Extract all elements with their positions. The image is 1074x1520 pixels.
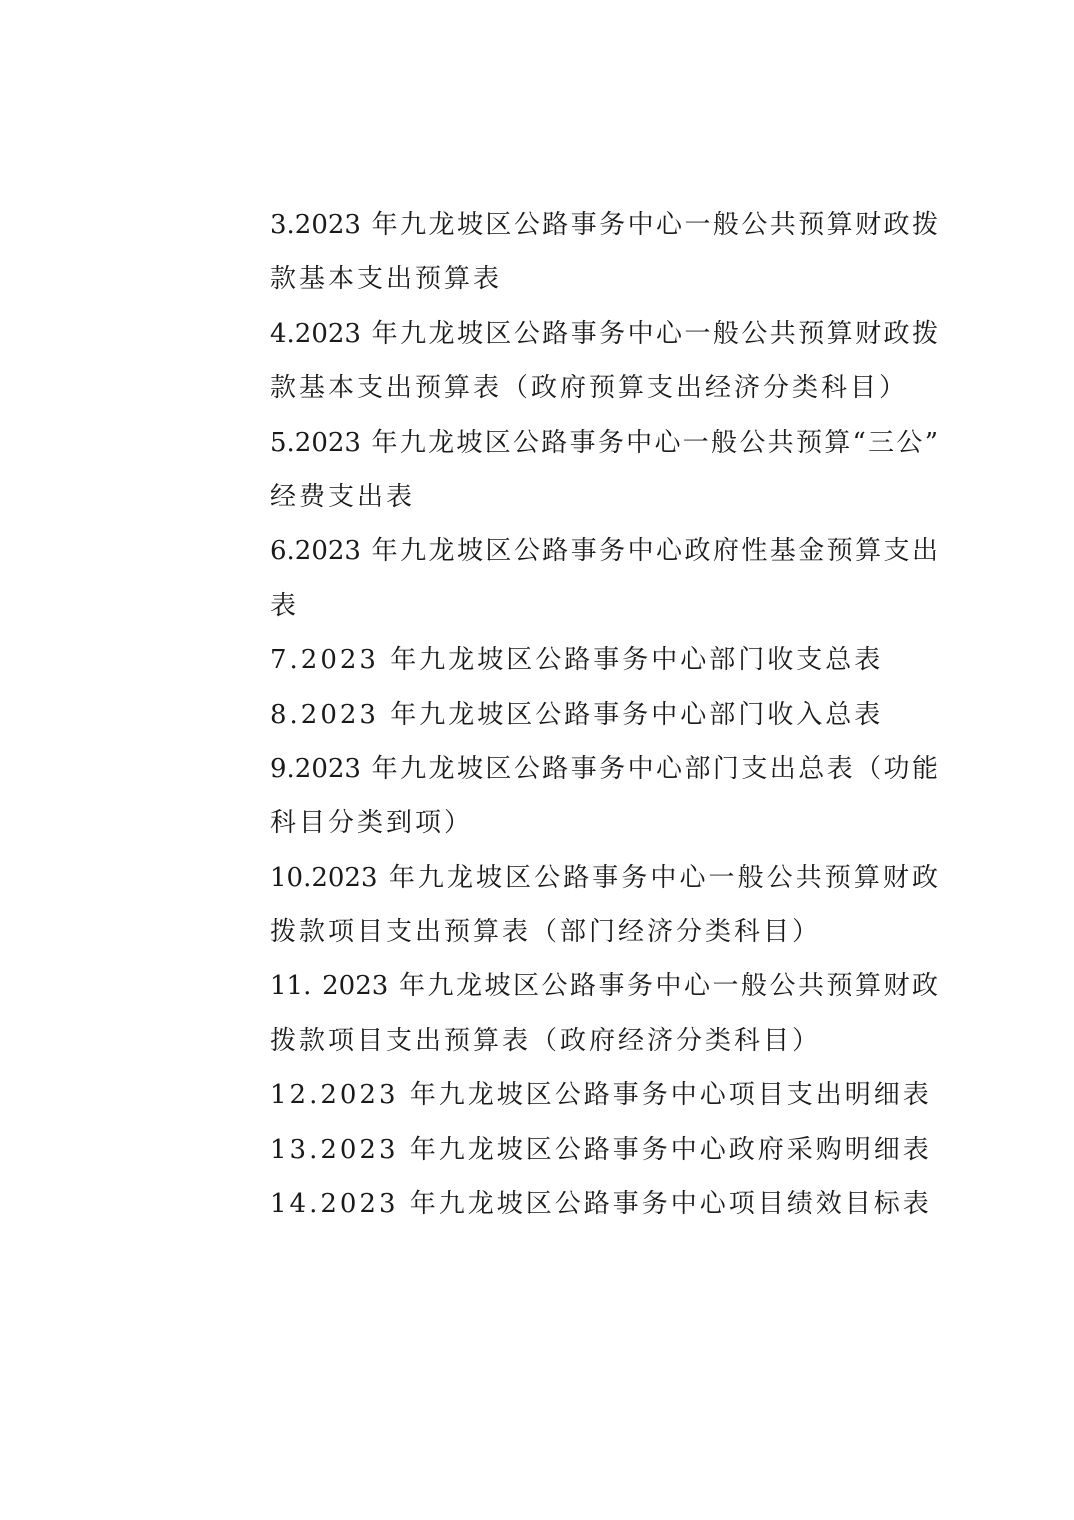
list-item-text-line: 科目分类到项）	[270, 808, 474, 839]
list-item	[270, 416, 938, 525]
table-of-contents-list	[270, 198, 938, 1231]
list-item-text-line: 表	[270, 590, 300, 621]
list-item	[270, 198, 938, 307]
list-item-text-line: 款基本支出预算表	[270, 264, 503, 295]
list-item	[270, 633, 938, 687]
list-item-text-line: 6.2023 年九龙坡区公路事务中心政府性基金预算支出	[270, 536, 938, 567]
list-item	[270, 1123, 938, 1177]
list-item-text-line: 11. 2023 年九龙坡区公路事务中心一般公共预算财政	[270, 971, 938, 1002]
list-item-text-line: 经费支出表	[270, 481, 416, 512]
list-item	[270, 1068, 938, 1122]
list-item-text-line: 4.2023 年九龙坡区公路事务中心一般公共预算财政拨	[270, 318, 938, 349]
list-item	[270, 959, 938, 1068]
list-item	[270, 851, 938, 960]
list-item-text-line: 拨款项目支出预算表（部门经济分类科目）	[270, 917, 822, 948]
list-item-text-line: 13.2023 年九龙坡区公路事务中心政府采购明细表	[270, 1134, 932, 1165]
list-item	[270, 524, 938, 633]
list-item-text-line: 7.2023 年九龙坡区公路事务中心部门收支总表	[270, 645, 884, 676]
list-item-text-line: 3.2023 年九龙坡区公路事务中心一般公共预算财政拨	[270, 210, 938, 240]
list-item-text-line: 款基本支出预算表（政府预算支出经济分类科目）	[270, 373, 909, 404]
list-item	[270, 688, 938, 742]
list-item-text-line: 10.2023 年九龙坡区公路事务中心一般公共预算财政	[270, 862, 938, 893]
list-item-text-line: 12.2023 年九龙坡区公路事务中心项目支出明细表	[270, 1080, 932, 1111]
list-item	[270, 1177, 938, 1231]
list-item-text-line: 5.2023 年九龙坡区公路事务中心一般公共预算“三公”	[270, 427, 938, 458]
list-item	[270, 307, 938, 416]
list-item-text-line: 拨款项目支出预算表（政府经济分类科目）	[270, 1025, 822, 1056]
list-item-text-line: 8.2023 年九龙坡区公路事务中心部门收入总表	[270, 699, 884, 730]
list-item-text-line: 9.2023 年九龙坡区公路事务中心部门支出总表（功能	[270, 753, 938, 784]
list-item-text-line: 14.2023 年九龙坡区公路事务中心项目绩效目标表	[270, 1189, 932, 1220]
list-item	[270, 742, 938, 851]
